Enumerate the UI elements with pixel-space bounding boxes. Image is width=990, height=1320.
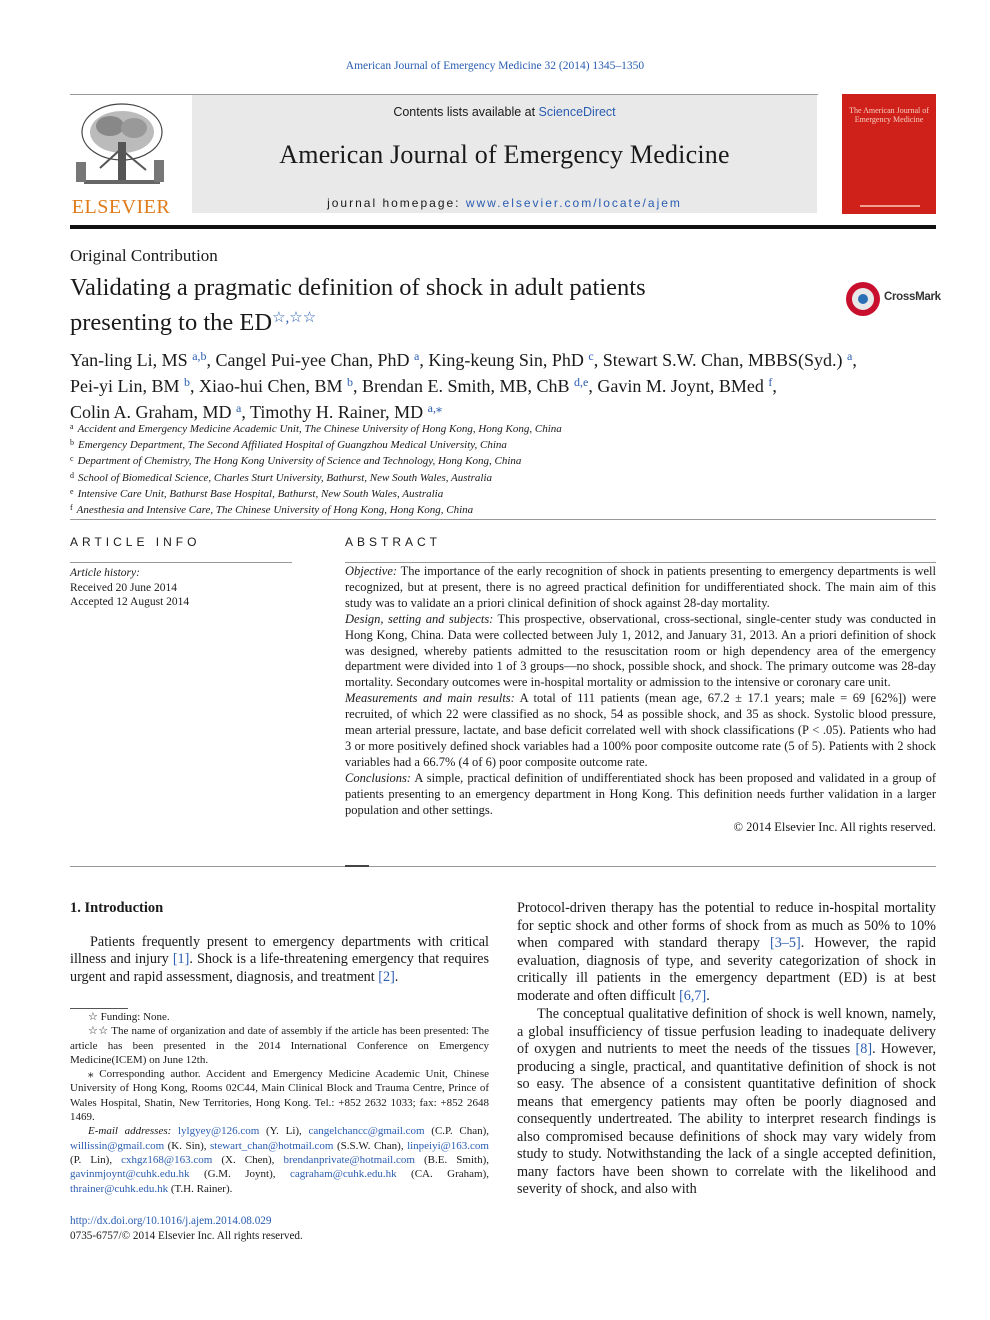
author: Brendan E. Smith, MB, ChB [362, 376, 570, 396]
affiliation-text: Accident and Emergency Medicine Academic Unit, The Chinese University of Hong Kong, Hong Kong, China [77, 423, 562, 435]
affiliation-key: e [70, 486, 74, 496]
author-affiliation[interactable]: b [184, 375, 191, 389]
intro-paragraph-1 [70, 934, 489, 987]
abstract-copyright: © 2014 Elsevier Inc. All rights reserved. [733, 819, 936, 834]
body-text: . [394, 968, 399, 985]
author-affiliation[interactable]: a,b [192, 349, 207, 363]
affiliation-text: Intensive Care Unit, Bathurst Base Hospital, Bathurst, New South Wales, Australia [77, 487, 444, 500]
email-link[interactable]: lylgyey@126.com [177, 1125, 260, 1138]
author-affiliation[interactable]: a [236, 401, 242, 415]
abstract-label: Design, setting and subjects: [345, 611, 494, 626]
affiliation-text: School of Biomedical Science, Charles Sturt University, Bathurst, New South Wales, Australia [78, 471, 492, 484]
author-affiliation[interactable]: f [768, 375, 773, 389]
body-text: The conceptual qualitative definition of shock is well known, namely, a global insufficiency of tissue perfusion leading to inadequate delivery of oxygen and nutrients to meet the needs of the tissues [517, 1006, 936, 1057]
reference-link[interactable]: [6,7] [679, 987, 707, 1004]
email-owner: (C.P. Chan), [424, 1125, 489, 1138]
title-footnote-marks[interactable]: ☆,☆☆ [272, 310, 317, 326]
crossmark-icon-core [858, 294, 868, 304]
affiliation [70, 501, 930, 517]
email-label: E-mail addresses: [88, 1125, 172, 1138]
email-owner: (K. Sin), [164, 1139, 211, 1152]
article-history [70, 566, 189, 610]
author-affiliation[interactable]: d,e [574, 375, 589, 389]
doi-block [70, 1214, 303, 1243]
reference-link[interactable]: [1] [172, 951, 190, 967]
affiliation [70, 485, 930, 501]
email-link[interactable]: gavinmjoynt@cuhk.edu.hk [70, 1168, 190, 1181]
affiliation-key: f [70, 503, 73, 513]
author-affiliation[interactable]: c [588, 349, 594, 363]
accepted-date: Accepted 12 August 2014 [70, 596, 190, 608]
affiliation [70, 469, 930, 485]
author-affiliation[interactable]: a,⁎ [427, 401, 442, 415]
body-text: . [706, 987, 710, 1004]
email-owner: (X. Chen), [212, 1153, 284, 1166]
article-title [70, 273, 790, 338]
body-text: Patients frequently present to emergency departments with critical illness and injury [70, 933, 489, 967]
abstract-label: Conclusions: [345, 770, 411, 785]
author-separator: , [772, 376, 777, 396]
abstract-body [345, 564, 936, 835]
author: Colin A. Graham, MD [70, 402, 232, 422]
email-owner: (CA. Graham), [396, 1168, 490, 1181]
footnote-funding: ☆ Funding: None. [88, 1011, 170, 1023]
footnote-emails [70, 1124, 489, 1195]
affiliation-key: a [70, 422, 74, 431]
author-separator: , [206, 350, 216, 370]
author-separator: , [588, 376, 598, 396]
body-text: . Shock is a life-threatening emergency that requires urgent and rapid assessment, diagnosis, and treatment [70, 951, 489, 985]
body-text: . However, the rapid evaluation, diagnosis of type, and severity categorization of shock in critically ill patients in the emergency department (ED) is at best moderate and often difficult [517, 935, 936, 1004]
homepage-prefix: journal homepage: [327, 196, 466, 210]
journal-citation[interactable]: American Journal of Emergency Medicine 32 (2014) 1345–1350 [345, 60, 645, 72]
email-link[interactable]: willissin@gmail.com [70, 1139, 165, 1152]
journal-cover-stripe [860, 205, 920, 207]
history-label: Article history: [70, 567, 140, 579]
contents-available [192, 105, 817, 119]
affiliation [70, 436, 930, 452]
abstract-text: The importance of the early recognition of shock in patients presenting to emergency departments is well recognized, but at present, there is no agreed practical definition for undifferentiated shock. The main aim of this study was to validate an a priori clinical definition of shock against 28-day mortality. [345, 564, 936, 610]
author-affiliation[interactable]: b [347, 375, 354, 389]
author: Yan-ling Li, MS [70, 350, 188, 370]
body-left-column [70, 900, 489, 986]
author-affiliation[interactable]: a [414, 349, 420, 363]
journal-homepage [192, 196, 817, 210]
email-link[interactable]: brendanprivate@hotmail.com [283, 1153, 415, 1166]
journal-cover-title: The American Journal of Emergency Medicine [849, 106, 929, 124]
abstract-bottom-rule [70, 866, 936, 867]
author-separator: , [593, 350, 603, 370]
affiliation-text: Department of Chemistry, The Hong Kong University of Science and Technology, Hong Kong, China [77, 455, 522, 468]
email-link[interactable]: cagraham@cuhk.edu.hk [289, 1168, 397, 1181]
author-separator: , [353, 376, 363, 396]
homepage-link[interactable]: www.elsevier.com/locate/ajem [465, 196, 682, 210]
email-link[interactable]: stewart_chan@hotmail.com [210, 1139, 334, 1152]
author: Xiao-hui Chen, BM [199, 376, 343, 396]
article-info-heading: ARTICLE INFO [70, 535, 201, 549]
author-separator: , [419, 350, 429, 370]
author: Timothy H. Rainer, MD [250, 402, 424, 422]
body-text: . However, producing a single, practical, and quantitative definition of shock is not so easy. The absence of a consistent quantitative definition of shock means that emergency patients may often be poorly diagnosed and consequently undertreated. The ability to interpret research findings is also compromised because definitions of shock may vary widely from study to study. Notwithstanding the lack of a single accepted definition, many factors have been shown to correlate with the likelihood and severity of shock, and also with [517, 1041, 936, 1197]
body-right-column [517, 900, 936, 1199]
article-info-rule [70, 562, 292, 563]
email-owner: (P. Lin), [70, 1153, 122, 1166]
abstract-measurements [345, 691, 936, 771]
footnote-corresponding: ⁎ Corresponding author. Accident and Emergency Medicine Academic Unit, Chinese University of Hong Kong, Rooms 02C44, Main Clinical Block and Trauma Centre, Prince of Wales Hospital, Shatin, New Territories, Hong Kong. Tel.: +852 2632 1033; fax: +852 2648 1469. [70, 1068, 489, 1124]
email-owner: (Y. Li), [259, 1125, 309, 1138]
author-separator: , [190, 376, 200, 396]
affiliation-text: Emergency Department, The Second Affiliated Hospital of Guangzhou Medical University, China [78, 439, 507, 452]
abstract-rule [345, 562, 936, 563]
affiliation-key: c [70, 454, 74, 464]
email-owner: (B.E. Smith), [414, 1153, 490, 1166]
affiliation-key: d [70, 470, 74, 480]
author: Gavin M. Joynt, BMed [597, 376, 764, 396]
article-section-type: Original Contribution [70, 246, 218, 265]
intro-paragraph-3 [517, 1006, 936, 1199]
abstract-objective [345, 564, 936, 612]
author: Stewart S.W. Chan, MBBS(Syd.) [602, 350, 843, 370]
received-date: Received 20 June 2014 [70, 581, 177, 594]
author: King-keung Sin, PhD [428, 350, 584, 370]
abstract-conclusions [345, 771, 936, 819]
section-divider [70, 519, 936, 520]
author-separator: , [241, 402, 251, 422]
elsevier-wordmark: ELSEVIER [71, 196, 171, 218]
title-line-2: presenting to the ED [70, 309, 273, 336]
author-list [70, 345, 940, 423]
body-text: Protocol-driven therapy has the potential to reduce in-hospital mortality for septic shock and other forms of shock from as much as 50% to 10% when compared with standard therapy [517, 900, 936, 951]
abstract-label: Objective: [345, 564, 398, 578]
author: Pei-yi Lin, BM [70, 376, 180, 396]
reference-link[interactable]: [8] [855, 1041, 873, 1057]
reference-link[interactable]: [3–5] [769, 935, 801, 951]
email-link[interactable]: linpeiyi@163.com [407, 1139, 489, 1152]
abstract-text: This prospective, observational, cross-sectional, single-center study was conducted in Hong Kong, China. Data were collected between July 1, 2012, and January 31, 2013. An a priori definition of shock was designed, whereby patients admitted to the resuscitation room or high dependency area of the emergency department were divided into 1 of 3 groups—no shock, possible shock, and shock. The primary outcome was 28-day mortality. Secondary outcomes were in-hospital mortality or admission to the intensive or coronary care unit. [345, 611, 936, 690]
affiliation-list [70, 420, 930, 517]
footnote-rule [70, 1008, 128, 1009]
author: Cangel Pui-yee Chan, PhD [215, 350, 410, 370]
title-line-1: Validating a pragmatic definition of shock in adult patients [70, 274, 646, 301]
footnote-presentation: ☆☆ The name of organization and date of assembly if the article has been presented: The article has been presented in the 2014 International Conference on Emergency Medicine(ICEM) on June 12th. [70, 1025, 489, 1066]
intro-paragraph-2 [517, 900, 936, 1005]
reference-link[interactable]: [2] [378, 968, 395, 985]
email-link[interactable]: thrainer@cuhk.edu.hk [70, 1182, 169, 1195]
issn-copyright: 0735-6757/© 2014 Elsevier Inc. All rights reserved. [70, 1229, 303, 1242]
email-owner: (S.S.W. Chan), [333, 1139, 408, 1152]
abstract-end-mark [345, 865, 369, 867]
abstract-text: A total of 111 patients (mean age, 67.2 ± 17.1 years; male = 69 [62%]) were recruited, of which 22 were classified as no shock, 54 as possible shock, and 35 as shock. Systolic blood pressure, mean arterial pressure, lactate, and base deficit correlated well with shock classifications (P < .05). Patients who had 3 or more positively defined shock variables had a 100% poor composite outcome rate (5 of 5). Patients with 2 shock variables had a 66.7% (4 of 6) poor composite outcome rate. [345, 691, 936, 769]
sciencedirect-link[interactable]: ScienceDirect [538, 105, 616, 119]
contents-prefix: Contents lists available at [393, 105, 539, 119]
email-link[interactable]: cangelchancc@gmail.com [308, 1125, 425, 1138]
introduction-heading: 1. Introduction [70, 900, 164, 916]
header-bottom-rule [70, 225, 936, 229]
affiliation [70, 420, 930, 436]
abstract-design [345, 612, 936, 692]
abstract-text: A simple, practical definition of undifferentiated shock has been proposed and validated in a group of patients presenting to an emergency department in Hong Kong. This definition needs further validation in a larger population and other settings. [345, 770, 936, 817]
journal-title: American Journal of Emergency Medicine [279, 140, 730, 169]
crossmark-label[interactable]: CrossMark [884, 291, 941, 303]
email-owner: (G.M. Joynt), [189, 1168, 290, 1181]
email-owner: (T.H. Rainer). [168, 1182, 233, 1195]
author-affiliation[interactable]: a [847, 349, 853, 363]
email-link[interactable]: cxhgz168@163.com [121, 1153, 213, 1166]
affiliation [70, 452, 930, 468]
abstract-label: Measurements and main results: [345, 691, 515, 706]
footnotes [70, 1010, 489, 1196]
doi-link[interactable]: http://dx.doi.org/10.1016/j.ajem.2014.08.029 [70, 1215, 272, 1227]
affiliation-text: Anesthesia and Intensive Care, The Chinese University of Hong Kong, Hong Kong, China [76, 504, 474, 517]
abstract-heading: ABSTRACT [345, 535, 442, 549]
author-separator: , [852, 350, 857, 370]
affiliation-key: b [70, 438, 74, 448]
